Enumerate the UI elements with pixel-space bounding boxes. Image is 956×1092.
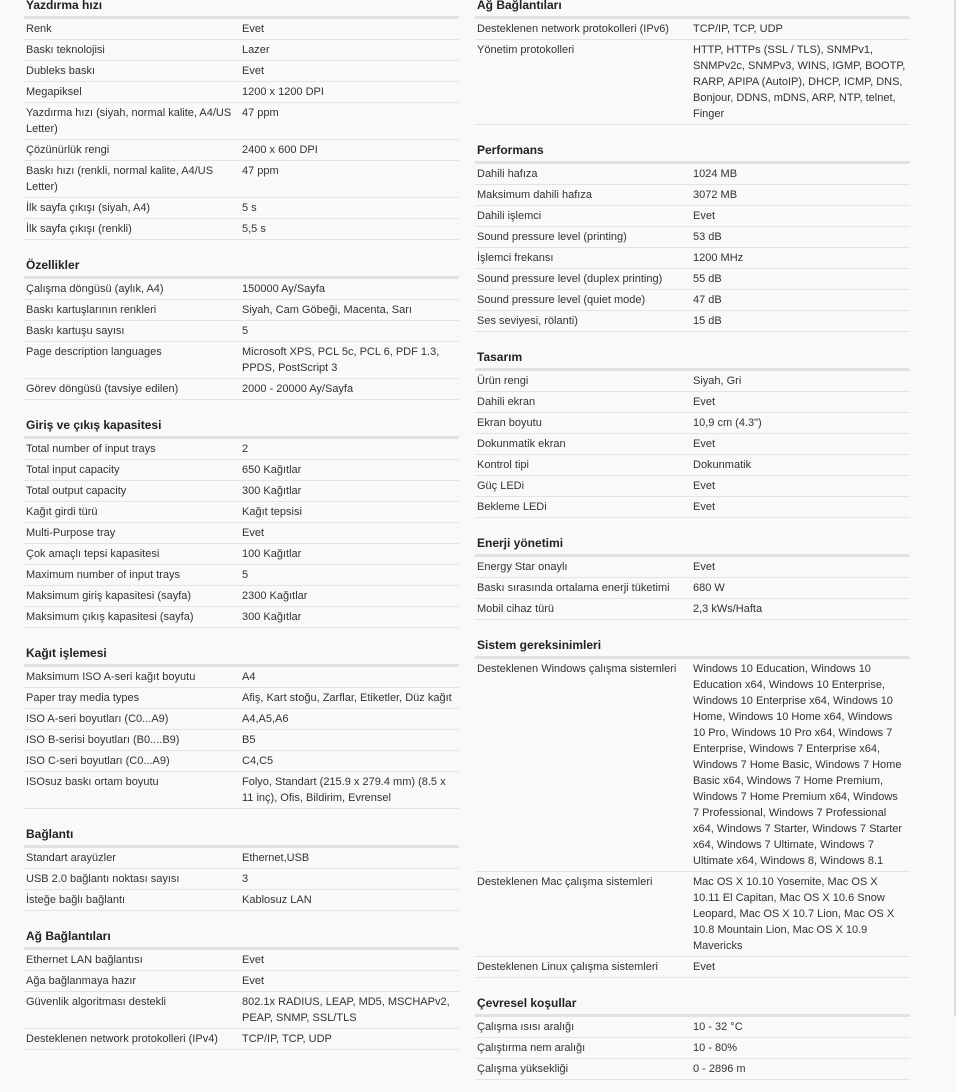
- spec-label: Güç LEDi: [477, 480, 525, 492]
- spec-row: [24, 103, 459, 140]
- spec-label: Kağıt girdi türü: [26, 506, 98, 518]
- spec-row: [475, 455, 910, 476]
- spec-section-performans: [475, 137, 910, 332]
- spec-value: Evet: [242, 975, 265, 987]
- spec-value: 3: [242, 873, 249, 885]
- spec-row: [24, 992, 459, 1029]
- spec-row: [24, 161, 459, 198]
- spec-value: Microsoft XPS, PCL 5c, PCL 6, PDF 1.3, PPDS, PostScript 3: [242, 346, 440, 374]
- spec-value: 150000 Ay/Sayfa: [242, 283, 325, 295]
- spec-section-tasar-m: [475, 344, 910, 518]
- spec-row: [475, 413, 910, 434]
- spec-label: Desteklenen network protokolleri (IPv6): [477, 23, 669, 35]
- spec-label: ISO C-seri boyutları (C0...A9): [26, 755, 170, 767]
- spec-value: Kablosuz LAN: [242, 894, 312, 906]
- spec-value: Evet: [693, 480, 716, 492]
- spec-row: [475, 1017, 910, 1038]
- spec-row: [24, 61, 459, 82]
- spec-label: Dokunmatik ekran: [477, 438, 566, 450]
- spec-value: 10 - 80%: [693, 1042, 738, 1054]
- spec-row: [24, 439, 459, 460]
- spec-row: [24, 869, 459, 890]
- spec-row: [475, 227, 910, 248]
- spec-value: Evet: [242, 954, 265, 966]
- spec-row: [475, 40, 910, 125]
- spec-label: Maksimum giriş kapasitesi (sayfa): [26, 590, 192, 602]
- spec-label: Mobil cihaz türü: [477, 603, 555, 615]
- spec-section-ag-baglant-lar: [475, 0, 910, 125]
- spec-value: Evet: [693, 501, 716, 513]
- spec-value: 300 Kağıtlar: [242, 485, 302, 497]
- section-title: Tasarım: [475, 344, 910, 371]
- spec-row: [475, 1038, 910, 1059]
- spec-label: Megapiksel: [26, 86, 82, 98]
- spec-label: Ekran boyutu: [477, 417, 542, 429]
- spec-label: Standart arayüzler: [26, 852, 116, 864]
- spec-label: Total number of input trays: [26, 443, 156, 455]
- spec-label: Desteklenen Windows çalışma sistemleri: [477, 663, 677, 675]
- spec-row: [24, 460, 459, 481]
- spec-value: 5: [242, 569, 249, 581]
- spec-row: [24, 19, 459, 40]
- spec-row: [24, 198, 459, 219]
- spec-section-baglant: [24, 821, 459, 911]
- spec-label: İlk sayfa çıkışı (renkli): [26, 223, 132, 235]
- spec-row: [24, 502, 459, 523]
- spec-value: Evet: [242, 65, 265, 77]
- spec-row: [475, 578, 910, 599]
- spec-value: 680 W: [693, 582, 725, 594]
- spec-row: [475, 872, 910, 957]
- spec-label: Paper tray media types: [26, 692, 140, 704]
- spec-label: Maximum number of input trays: [26, 569, 181, 581]
- spec-row: [475, 392, 910, 413]
- spec-label: Ağa bağlanmaya hazır: [26, 975, 137, 987]
- spec-label: Ürün rengi: [477, 375, 529, 387]
- spec-label: Desteklenen Mac çalışma sistemleri: [477, 876, 653, 888]
- spec-row: [475, 185, 910, 206]
- spec-value: Evet: [242, 527, 265, 539]
- spec-label: Çözünürlük rengi: [26, 144, 110, 156]
- spec-row: [24, 730, 459, 751]
- spec-value: Folyo, Standart (215.9 x 279.4 mm) (8.5 x 11 inç), Ofis, Bildirim, Evrensel: [242, 776, 446, 804]
- spec-section-sistem-gereksinimleri: [475, 632, 910, 978]
- spec-label: Total output capacity: [26, 485, 127, 497]
- spec-value: Afiş, Kart stoğu, Zarflar, Etiketler, Düz kağıt: [242, 692, 452, 704]
- spec-row: [24, 342, 459, 379]
- section-title: Enerji yönetimi: [475, 530, 910, 557]
- spec-value: Evet: [242, 23, 265, 35]
- spec-column-right: [475, 0, 910, 1092]
- spec-value: 2400 x 600 DPI: [242, 144, 318, 156]
- spec-row: [24, 219, 459, 240]
- spec-row: [475, 311, 910, 332]
- spec-label: ISO A-seri boyutları (C0...A9): [26, 713, 169, 725]
- spec-row: [475, 371, 910, 392]
- spec-section-cevresel-kosullar: [475, 990, 910, 1080]
- spec-label: Ethernet LAN bağlantısı: [26, 954, 143, 966]
- section-title: Ağ Bağlantıları: [475, 0, 910, 19]
- spec-row: [24, 379, 459, 400]
- spec-label: Dahili hafıza: [477, 168, 538, 180]
- spec-row: [24, 890, 459, 911]
- spec-row: [24, 300, 459, 321]
- spec-row: [475, 476, 910, 497]
- section-title: Ağ Bağlantıları: [24, 923, 459, 950]
- spec-row: [24, 544, 459, 565]
- spec-row: [24, 709, 459, 730]
- spec-row: [475, 1059, 910, 1080]
- spec-value: 53 dB: [693, 231, 722, 243]
- spec-label: ISOsuz baskı ortam boyutu: [26, 776, 159, 788]
- spec-value: 2,3 kWs/Hafta: [693, 603, 763, 615]
- spec-label: Desteklenen Linux çalışma sistemleri: [477, 961, 658, 973]
- section-title: Giriş ve çıkış kapasitesi: [24, 412, 459, 439]
- spec-row: [24, 688, 459, 709]
- spec-value: HTTP, HTTPs (SSL / TLS), SNMPv1, SNMPv2c, SNMPv3, WINS, IGMP, BOOTP, RARP, APIPA (AutoIP), DHCP, ICMP, DNS, Bonjour, DDNS, mDNS, ARP, NTP, telnet, Finger: [693, 44, 906, 120]
- spec-label: Çalıştırma nem aralığı: [477, 1042, 586, 1054]
- spec-value: B5: [242, 734, 256, 746]
- spec-row: [24, 667, 459, 688]
- spec-value: A4,A5,A6: [242, 713, 289, 725]
- section-title: Sistem gereksinimleri: [475, 632, 910, 659]
- spec-section-kag-t-islemesi: [24, 640, 459, 809]
- spec-label: Bekleme LEDi: [477, 501, 547, 513]
- spec-value: 47 ppm: [242, 107, 279, 119]
- spec-row: [24, 140, 459, 161]
- spec-label: İşlemci frekansı: [477, 252, 554, 264]
- spec-section-enerji-yonetimi: [475, 530, 910, 620]
- spec-value: 2300 Kağıtlar: [242, 590, 308, 602]
- spec-value: 5,5 s: [242, 223, 266, 235]
- spec-label: Ses seviyesi, rölanti): [477, 315, 578, 327]
- section-title: Kağıt işlemesi: [24, 640, 459, 667]
- spec-column-left: [24, 0, 459, 1062]
- spec-label: Çok amaçlı tepsi kapasitesi: [26, 548, 160, 560]
- spec-label: Çalışma döngüsü (aylık, A4): [26, 283, 164, 295]
- spec-label: Maksimum dahili hafıza: [477, 189, 592, 201]
- spec-label: Maksimum ISO A-seri kağıt boyutu: [26, 671, 196, 683]
- spec-label: Baskı hızı (renkli, normal kalite, A4/US Letter): [26, 165, 214, 193]
- spec-label: Baskı sırasında ortalama enerji tüketimi: [477, 582, 670, 594]
- spec-row: [475, 557, 910, 578]
- section-title: Performans: [475, 137, 910, 164]
- section-title: Yazdırma hızı: [24, 0, 459, 19]
- spec-label: Çalışma yüksekliği: [477, 1063, 569, 1075]
- spec-row: [475, 206, 910, 227]
- spec-value: 15 dB: [693, 315, 722, 327]
- spec-label: USB 2.0 bağlantı noktası sayısı: [26, 873, 180, 885]
- spec-value: Kağıt tepsisi: [242, 506, 302, 518]
- spec-row: [475, 659, 910, 872]
- spec-value: Windows 10 Education, Windows 10 Education x64, Windows 10 Enterprise, Windows 10 Enterprise x64, Windows 10 Home, Windows 10 Home x64, Windows 10 Pro, Windows 10 Pro x64, Windows 7 Enterprise, Windows 7 Enterprise x64, Windows 7 Home Basic, Windows 7 Home Basic x64, Windows 7 Home Premium, Windows 7 Home Premium x64, Windows 7 Professional, Windows 7 Professional x64, Windows 7 Starter, Windows 7 Starter x64, Windows 7 Ultimate, Windows 7 Ultimate x64, Windows 8, Windows 8.1: [693, 663, 903, 867]
- spec-value: 1024 MB: [693, 168, 738, 180]
- spec-row: [24, 1029, 459, 1050]
- spec-value: C4,C5: [242, 755, 274, 767]
- spec-value: Siyah, Cam Göbeği, Macenta, Sarı: [242, 304, 412, 316]
- spec-value: 2: [242, 443, 249, 455]
- spec-value: 55 dB: [693, 273, 722, 285]
- spec-value: TCP/IP, TCP, UDP: [693, 23, 783, 35]
- spec-section-ozellikler: [24, 252, 459, 400]
- spec-value: 1200 MHz: [693, 252, 744, 264]
- spec-row: [24, 950, 459, 971]
- spec-label: İsteğe bağlı bağlantı: [26, 894, 126, 906]
- spec-row: [24, 586, 459, 607]
- spec-value: 47 dB: [693, 294, 722, 306]
- spec-label: Kontrol tipi: [477, 459, 529, 471]
- spec-row: [475, 269, 910, 290]
- spec-value: Evet: [693, 210, 716, 222]
- spec-label: Dahili ekran: [477, 396, 536, 408]
- spec-row: [475, 434, 910, 455]
- spec-row: [24, 40, 459, 61]
- spec-value: 3072 MB: [693, 189, 738, 201]
- spec-value: 5 s: [242, 202, 257, 214]
- spec-row: [24, 971, 459, 992]
- spec-label: Multi-Purpose tray: [26, 527, 116, 539]
- spec-row: [24, 481, 459, 502]
- spec-label: ISO B-serisi boyutları (B0....B9): [26, 734, 180, 746]
- spec-label: Çalışma ısısı aralığı: [477, 1021, 575, 1033]
- spec-value: Evet: [693, 561, 716, 573]
- spec-label: Renk: [26, 23, 52, 35]
- spec-label: Sound pressure level (printing): [477, 231, 627, 243]
- spec-label: Maksimum çıkış kapasitesi (sayfa): [26, 611, 194, 623]
- spec-label: Dubleks baskı: [26, 65, 96, 77]
- spec-value: Ethernet,USB: [242, 852, 310, 864]
- spec-value: TCP/IP, TCP, UDP: [242, 1033, 332, 1045]
- spec-value: 650 Kağıtlar: [242, 464, 302, 476]
- spec-row: [475, 248, 910, 269]
- spec-value: 47 ppm: [242, 165, 279, 177]
- spec-label: Baskı kartuşu sayısı: [26, 325, 125, 337]
- spec-value: 2000 - 20000 Ay/Sayfa: [242, 383, 354, 395]
- spec-value: 802.1x RADIUS, LEAP, MD5, MSCHAPv2, PEAP, SNMP, SSL/TLS: [242, 996, 450, 1024]
- spec-value: Dokunmatik: [693, 459, 752, 471]
- spec-row: [24, 751, 459, 772]
- spec-label: Total input capacity: [26, 464, 120, 476]
- spec-label: Güvenlik algoritması destekli: [26, 996, 167, 1008]
- spec-row: [24, 279, 459, 300]
- spec-row: [24, 607, 459, 628]
- spec-label: Baskı teknolojisi: [26, 44, 105, 56]
- spec-label: Page description languages: [26, 346, 162, 358]
- spec-label: Dahili işlemci: [477, 210, 542, 222]
- spec-value: 10,9 cm (4.3"): [693, 417, 762, 429]
- spec-value: 10 - 32 °C: [693, 1021, 743, 1033]
- spec-value: Lazer: [242, 44, 270, 56]
- spec-label: Sound pressure level (quiet mode): [477, 294, 646, 306]
- spec-value: 5: [242, 325, 249, 337]
- spec-label: Görev döngüsü (tavsiye edilen): [26, 383, 179, 395]
- spec-row: [24, 523, 459, 544]
- section-title: Çevresel koşullar: [475, 990, 910, 1017]
- spec-value: 300 Kağıtlar: [242, 611, 302, 623]
- spec-label: Yazdırma hızı (siyah, normal kalite, A4/US Letter): [26, 107, 232, 135]
- spec-value: 100 Kağıtlar: [242, 548, 302, 560]
- spec-label: Baskı kartuşlarının renkleri: [26, 304, 157, 316]
- spec-value: Evet: [693, 961, 716, 973]
- spec-row: [475, 497, 910, 518]
- spec-label: Desteklenen network protokolleri (IPv4): [26, 1033, 218, 1045]
- spec-row: [24, 565, 459, 586]
- spec-label: Yönetim protokolleri: [477, 44, 575, 56]
- spec-row: [475, 957, 910, 978]
- spec-row: [475, 164, 910, 185]
- spec-row: [475, 290, 910, 311]
- spec-row: [24, 82, 459, 103]
- spec-value: Evet: [693, 396, 716, 408]
- spec-section-yazd-rma-h-z: [24, 0, 459, 240]
- spec-value: A4: [242, 671, 256, 683]
- spec-value: Mac OS X 10.10 Yosemite, Mac OS X 10.11 El Capitan, Mac OS X 10.6 Snow Leopard, Mac OS X 10.7 Lion, Mac OS X 10.8 Mountain Lion, Mac OS X 10.9 Mavericks: [693, 876, 895, 952]
- spec-value: Siyah, Gri: [693, 375, 742, 387]
- spec-row: [475, 19, 910, 40]
- spec-row: [24, 848, 459, 869]
- spec-label: İlk sayfa çıkışı (siyah, A4): [26, 202, 151, 214]
- spec-value: 0 - 2896 m: [693, 1063, 746, 1075]
- spec-row: [475, 599, 910, 620]
- spec-row: [24, 321, 459, 342]
- spec-value: 1200 x 1200 DPI: [242, 86, 324, 98]
- section-title: Özellikler: [24, 252, 459, 279]
- section-title: Bağlantı: [24, 821, 459, 848]
- spec-label: Energy Star onaylı: [477, 561, 568, 573]
- spec-section-ag-baglant-lar: [24, 923, 459, 1050]
- spec-label: Sound pressure level (duplex printing): [477, 273, 663, 285]
- spec-section-giris-ve-c-k-s-kapasitesi: [24, 412, 459, 628]
- spec-value: Evet: [693, 438, 716, 450]
- spec-row: [24, 772, 459, 809]
